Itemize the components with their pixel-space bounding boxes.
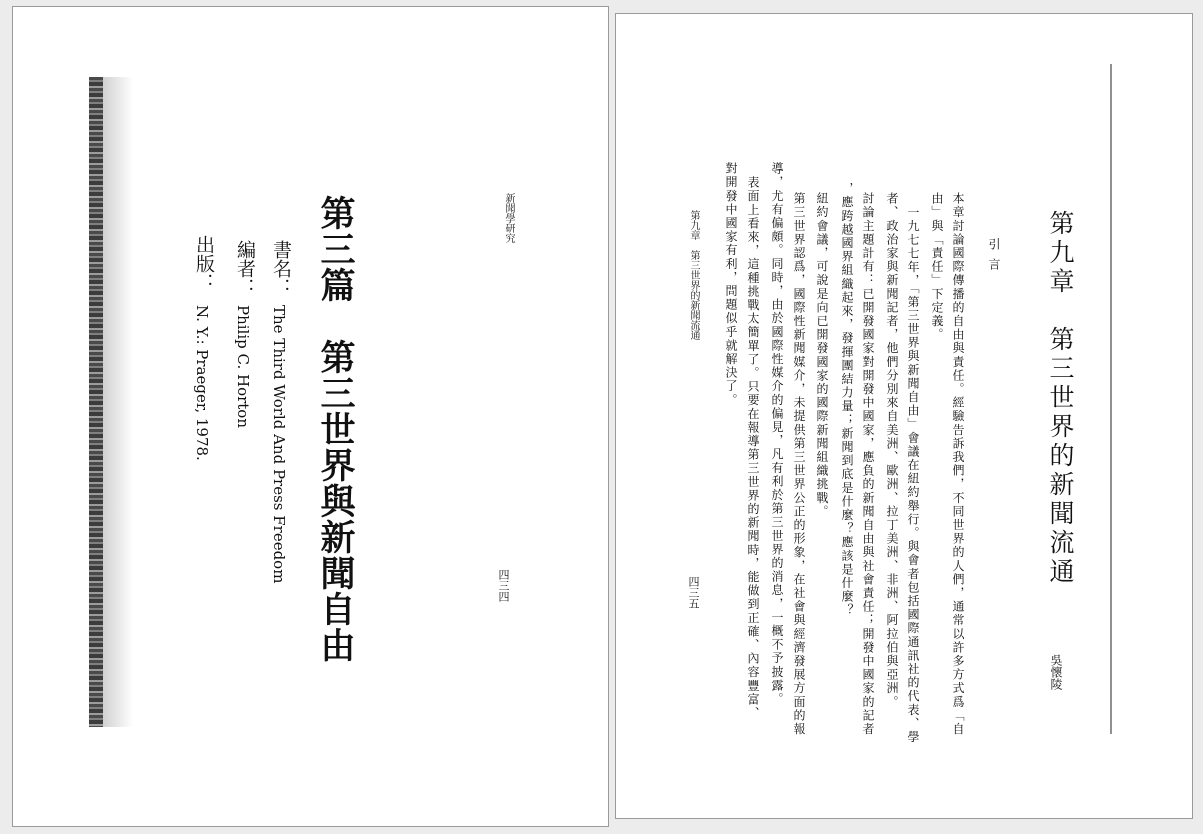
- body-line: 對開發中國家有利，問題似乎就解決了。: [724, 162, 738, 407]
- right-page: [615, 13, 1193, 819]
- binding-shadow: [89, 77, 103, 727]
- publisher-label: 出版：: [193, 235, 215, 292]
- editor-label: 編者：: [234, 240, 256, 297]
- edge-rule: [1110, 64, 1112, 734]
- page-number: 四三五: [687, 576, 700, 609]
- body-line: 一九七七年，「第三世界與新聞自由」會議在紐約舉行。與會者包括國際通訊社的代表、學: [906, 206, 920, 744]
- running-header: 新聞學研究: [503, 193, 514, 243]
- body-line: 討論主題計有：已開發國家對開發中國家，應負的新聞自由與社會責任；開發中國家的記者: [861, 192, 875, 736]
- body-line: 由」與「責任」下定義。: [930, 192, 944, 342]
- editor-value: Philip C. Horton: [234, 305, 252, 428]
- section-heading: 引言: [987, 238, 1001, 278]
- body-line: 導，尤有偏頗。同時，由於國際性媒介的偏見，凡有利於第三世界的消息，一概不予披露。: [770, 162, 784, 706]
- body-line: 第三世界認爲，國際性新聞媒介，未提供第三世界公正的形象，在社會與經濟發展方面的報: [792, 192, 806, 736]
- body-line: 者、政治家與新聞記者，他們分別來自美洲、歐洲、拉丁美洲、非洲、阿拉伯與亞洲。: [885, 192, 899, 709]
- body-line: 本章討論國際傳播的自由與責任。經驗告訴我們，不同世界的人們，通常以許多方式爲「自: [951, 192, 965, 736]
- publisher-value: N. Y.: Praeger, 1978.: [193, 305, 211, 461]
- book-name-value: The Third World And Press Freedom: [270, 305, 288, 584]
- body-line: 紐約會議，可說是向已開發國家的國際新聞組織挑戰。: [815, 192, 829, 519]
- author-name: 吳懷陵: [1049, 654, 1063, 690]
- chapter-title: 第九章 第三世界的新聞流通: [1046, 210, 1075, 587]
- binding-fade: [103, 77, 133, 727]
- book-name-label: 書名：: [270, 240, 292, 297]
- body-line: 表面上看來，這種挑戰太簡單了。只要在報導第三世界的新聞時，能做到正確、內容豐富、: [746, 176, 760, 720]
- part-title: 第三篇 第三世界與新聞自由: [315, 195, 356, 663]
- running-footer: 第九章 第三世界的新聞流通: [688, 210, 699, 340]
- page-number: 四三四: [497, 569, 510, 602]
- left-page: [12, 6, 609, 827]
- body-line: ，應跨越國界組織起來，發揮團結力量；新聞到底是什麼？應該是什麼？: [840, 182, 854, 618]
